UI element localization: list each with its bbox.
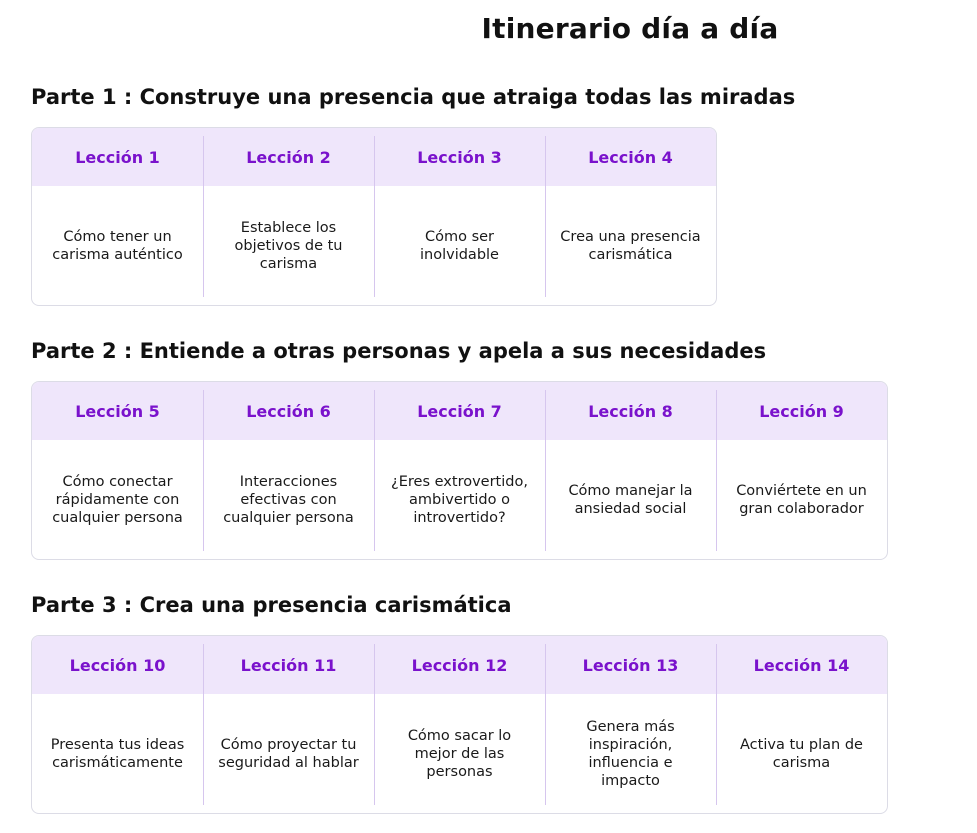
- part-1-title: Parte 1 : Construye una presencia que atraiga todas las miradas: [31, 85, 796, 109]
- lesson-label: Lección 3: [374, 128, 545, 186]
- lesson-card: [374, 128, 545, 305]
- lesson-description: Interacciones efectivas con cualquier persona: [223, 474, 354, 526]
- lesson-description: Cómo conectar rápidamente con cualquier persona: [52, 474, 183, 526]
- lesson-description: Cómo proyectar tu seguridad al hablar: [218, 737, 359, 771]
- lesson-card: [203, 128, 374, 305]
- lesson-card: [716, 382, 887, 559]
- lesson-card: [203, 636, 374, 813]
- lesson-card: [716, 636, 887, 813]
- lesson-description: ¿Eres extrovertido, ambivertido o introvertido?: [391, 474, 528, 526]
- lesson-description: Genera más inspiración, influencia e impacto: [586, 719, 675, 789]
- lesson-card: [203, 382, 374, 559]
- lesson-description: Establece los objetivos de tu carisma: [234, 220, 343, 272]
- lesson-description: Cómo sacar lo mejor de las personas: [407, 728, 512, 780]
- lesson-label: Lección 1: [32, 128, 203, 186]
- lesson-label: Lección 12: [374, 636, 545, 694]
- lesson-label: Lección 2: [203, 128, 374, 186]
- lesson-label: Lección 6: [203, 382, 374, 440]
- lesson-card: [32, 382, 203, 559]
- part-2-section: [31, 335, 888, 560]
- part-2-title: Parte 2 : Entiende a otras personas y apela a sus necesidades: [31, 339, 767, 363]
- lesson-label: Lección 9: [716, 382, 887, 440]
- lesson-label: Lección 11: [203, 636, 374, 694]
- part-3-lesson-grid: [31, 635, 888, 814]
- lesson-description: Conviértete en un gran colaborador: [736, 483, 867, 517]
- lesson-card: [374, 636, 545, 813]
- lesson-label: Lección 13: [545, 636, 716, 694]
- part-2-lesson-grid: [31, 381, 888, 560]
- lesson-description: Cómo manejar la ansiedad social: [568, 483, 693, 517]
- lesson-description: Activa tu plan de carisma: [740, 737, 863, 771]
- lesson-description: Cómo tener un carisma auténtico: [52, 229, 183, 263]
- lesson-card: [545, 382, 716, 559]
- lesson-description: Presenta tus ideas carismáticamente: [50, 737, 185, 771]
- part-1-section: [31, 81, 795, 306]
- part-3-section: [31, 589, 888, 814]
- lesson-card: [32, 636, 203, 813]
- lesson-card: [374, 382, 545, 559]
- lesson-card: [32, 128, 203, 305]
- lesson-description: Cómo ser inolvidable: [420, 229, 499, 263]
- lesson-label: Lección 4: [545, 128, 716, 186]
- lesson-label: Lección 14: [716, 636, 887, 694]
- part-3-title: Parte 3 : Crea una presencia carismática: [31, 593, 512, 617]
- page-title: [0, 12, 977, 45]
- lesson-card: [545, 636, 716, 813]
- part-1-lesson-grid: [31, 127, 717, 306]
- lesson-card: [545, 128, 716, 305]
- lesson-description: Crea una presencia carismática: [560, 229, 701, 263]
- lesson-label: Lección 10: [32, 636, 203, 694]
- lesson-label: Lección 7: [374, 382, 545, 440]
- page-title-text: Itinerario día a día: [481, 12, 779, 45]
- lesson-label: Lección 5: [32, 382, 203, 440]
- lesson-label: Lección 8: [545, 382, 716, 440]
